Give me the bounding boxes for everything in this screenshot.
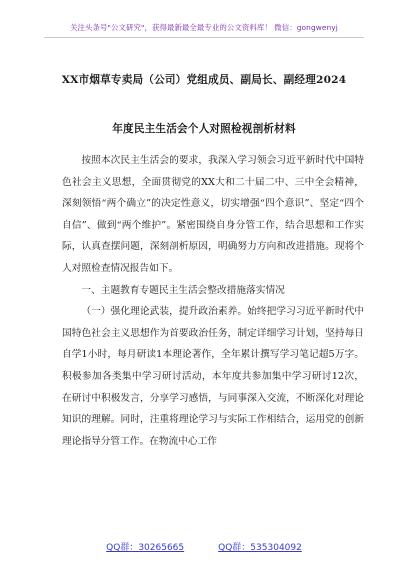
footer-qq-group-1[interactable]: QQ群：30265665 <box>106 543 185 553</box>
footer-qq-group-2[interactable]: QQ群：535304092 <box>218 543 302 553</box>
paragraph-intro: 按照本次民主生活会的要求，我深入学习领会习近平新时代中国特色社会主义思想，全面贯彻党的XX大和二十届二中、三中全会精神，深刻领悟“两个确立”的决定性意义，切实增强“四个意识”、坚定“四个自信”、做到“两个维护”。紧密围绕自身分管工作，结合思想和工作实际，认真查摆问题，深刻剖析原因，明确努力方向和改进措施。现将个人对照检查情况报告如下。 <box>62 155 364 274</box>
document-body <box>62 150 364 452</box>
section-heading: 一、主题教育专题民主生活会整改措施落实情况 <box>81 284 285 296</box>
document-title-line-1: XX市烟草专卖局（公司）党组成员、副局长、副经理2024 <box>61 74 347 86</box>
footer <box>0 540 408 553</box>
header-banner: 关注头条号"公文研究"，获得最新最全最专业的公文资料库！ 微信：gongwenyj <box>70 23 338 32</box>
header-divider <box>44 37 364 38</box>
document-title-line-2: 年度民主生活会个人对照检视剖析材料 <box>112 123 296 135</box>
paragraph-theory: （一）强化理论武装，提升政治素养。始终把学习习近平新时代中国特色社会主义思想作为首要政治任务，制定详细学习计划，坚持每日自学1小时，每月研读1本理论著作，全年累计撰写学习笔记超5万字。积极参加各类集中学习研讨活动，本年度共参加集中学习研讨12次，在研讨中积极发言，分享学习感悟，与同事深入交流，不断深化对理论知识的理解。同时，注重将理论学习与实际工作相结合，运用党的创新理论指导分管工作。在物流中心工作 <box>62 306 364 447</box>
